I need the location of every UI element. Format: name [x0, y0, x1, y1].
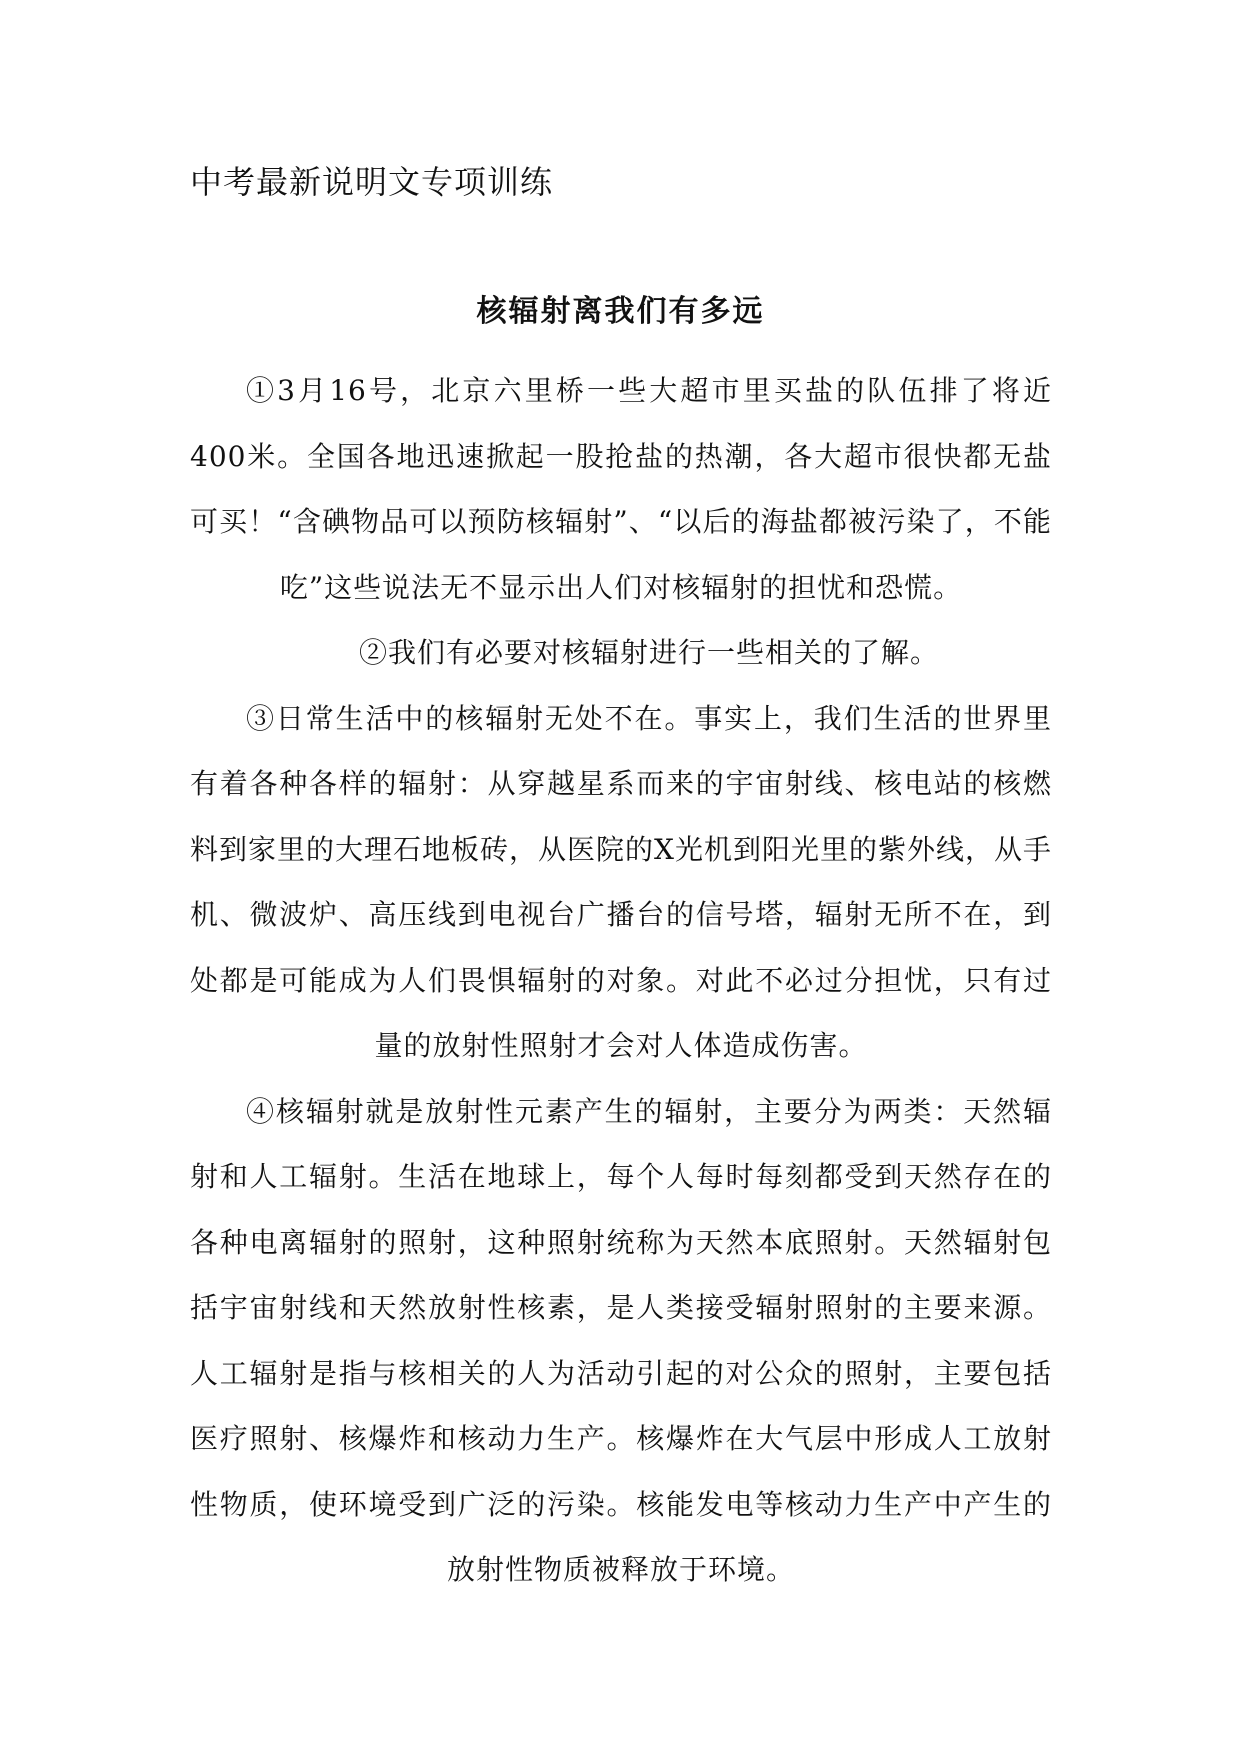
- paragraph-1: ①3月16号，北京六里桥一些大超市里买盐的队伍排了将近400米。全国各地迅速掀起一股抢盐的热潮，各大超市很快都无盐可买！“含碘物品可以预防核辐射”、“以后的海盐都被污染了，不能吃”这些说法无不显示出人们对核辐射的担忧和恐慌。: [190, 374, 1052, 604]
- article-title: 核辐射离我们有多远: [476, 294, 765, 329]
- article-body: [190, 358, 1052, 1603]
- paragraph-2: ②我们有必要对核辐射进行一些相关的了解。: [358, 636, 939, 669]
- paragraph-4: ④核辐射就是放射性元素产生的辐射，主要分为两类：天然辐射和人工辐射。生活在地球上，每个人每时每刻都受到天然存在的各种电离辐射的照射，这种照射统称为天然本底照射。天然辐射包括宇宙射线和天然放射性核素，是人类接受辐射照射的主要来源。人工辐射是指与核相关的人为活动引起的对公众的照射，主要包括医疗照射、核爆炸和核动力生产。核爆炸在大气层中形成人工放射性物质，使环境受到广泛的污染。核能发电等核动力生产中产生的放射性物质被释放于环境。: [190, 1094, 1052, 1586]
- paragraph-3: ③日常生活中的核辐射无处不在。事实上，我们生活的世界里有着各种各样的辐射：从穿越星系而来的宇宙射线、核电站的核燃料到家里的大理石地板砖，从医院的X光机到阳光里的紫外线，从手机、微波炉、高压线到电视台广播台的信号塔，辐射无所不在，到处都是可能成为人们畏惧辐射的对象。对此不必过分担忧，只有过量的放射性照射才会对人体造成伤害。: [190, 701, 1052, 1062]
- document-header: 中考最新说明文专项训练: [190, 163, 554, 201]
